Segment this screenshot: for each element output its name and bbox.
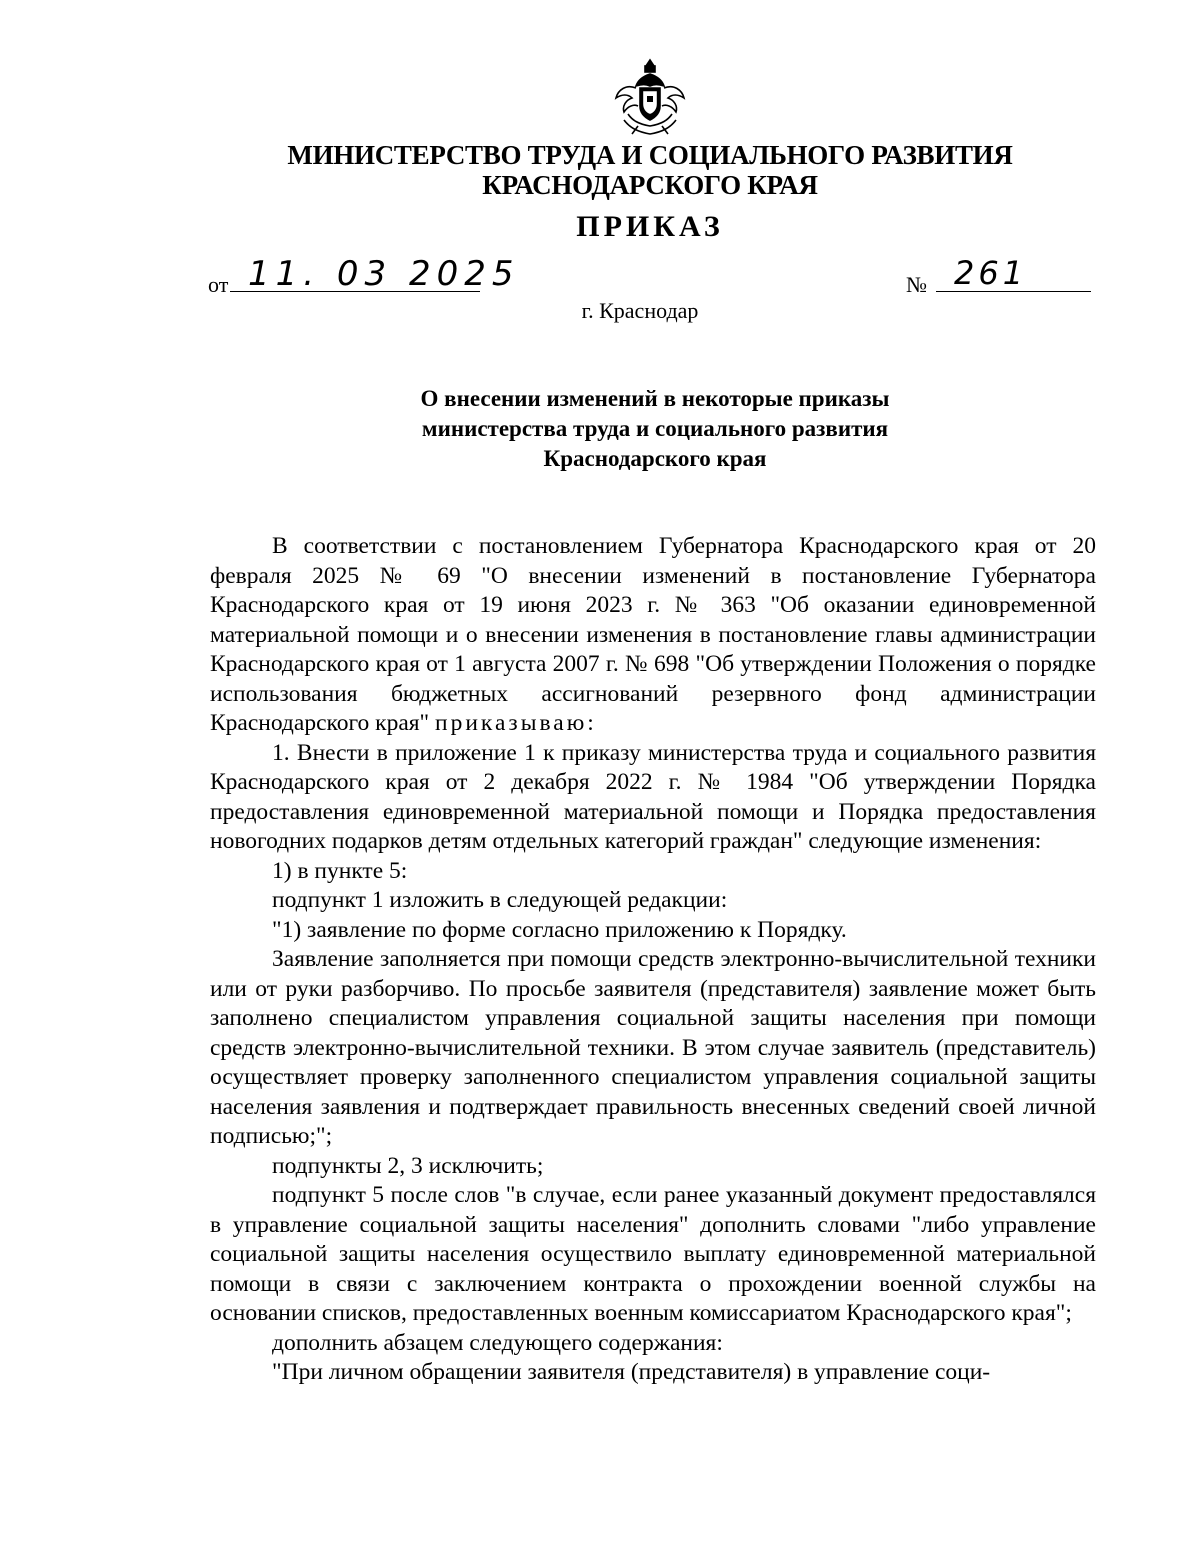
ministry-name-line2: КРАСНОДАРСКОГО КРАЯ — [482, 170, 818, 200]
ministry-name-line1: МИНИСТЕРСТВО ТРУДА И СОЦИАЛЬНОГО РАЗВИТИЯ — [287, 140, 1013, 170]
paragraph-exclude: подпункты 2, 3 исключить; — [272, 1152, 544, 1179]
number-underline — [936, 291, 1091, 292]
paragraph-item-1: 1. Внести в приложение 1 к приказу министерства труда и социального развития Краснодарского края от 2 декабря 2022 г. № 1984 "Об утверждении Порядка предоставления единовременной материальной помощи и Порядка предоставления новогодних подарков детям отдельных категорий граждан" следующие изменения: — [210, 739, 1096, 854]
subject-line3: Краснодарского края — [543, 446, 767, 471]
subject-line2: министерства труда и социального развития — [421, 416, 889, 441]
document-body — [210, 532, 1096, 1388]
date-underline — [230, 291, 480, 292]
paragraph-personal-request: "При личном обращении заявителя (представителя) в управление соци- — [272, 1359, 991, 1385]
order-word: приказываю: — [435, 710, 597, 736]
paragraph-point-5: 1) в пункте 5: — [272, 857, 408, 884]
number-prefix: № — [906, 272, 927, 297]
coat-of-arms-icon — [610, 58, 690, 136]
paragraph-application: Заявление заполняется при помощи средств электронно-вычислительной техники или от руки разборчиво. По просьбе заявителя (представителя) заявление может быть заполнено специалистом управления социальной защиты населения при помощи средств электронно-вычислительной техники. В этом случае заявитель (представитель) осуществляет проверку заполненного специалистом управления социальной защиты населения заявления и подтверждает правильность внесенных сведений своей личной подписью;"; — [210, 946, 1096, 1149]
paragraph-subpoint-5: подпункт 5 после слов "в случае, если ранее указанный документ предоставлялся в управление социальной защиты населения" дополнить словами "либо управление социальной защиты населения осуществило выплату единовременной материальной помощи в связи с заключением контракта о прохождении военной службы на основании списков, предоставленных военным комиссариатом Краснодарского края"; — [210, 1182, 1096, 1326]
preamble-text: В соответствии с постановлением Губернатора Краснодарского края от 20 февраля 2025 № 69 "О внесении изменений в постановление Губернатора Краснодарского края от 19 июня 2023 г. № 363 "Об оказании единовременной материальной помощи и о внесении изменения в постановление главы администрации Краснодарского края от 1 августа 2007 г. № 698 "Об утверждении Положения о порядке использования бюджетных ассигнований резервного фонд администрации Краснодарского края" — [210, 533, 1096, 736]
paragraph-quote-start: "1) заявление по форме согласно приложению к Порядку. — [272, 916, 847, 943]
document-type: ПРИКАЗ — [576, 210, 724, 243]
date-prefix: от — [208, 272, 229, 297]
city: г. Краснодар — [581, 298, 699, 323]
paragraph-preamble — [210, 532, 1096, 739]
paragraph-add-clause: дополнить абзацем следующего содержания: — [272, 1329, 723, 1356]
handwritten-date: 11. 03 2025 — [248, 254, 520, 294]
handwritten-number: 261 — [954, 254, 1028, 292]
ministry-name — [0, 140, 1200, 200]
subject-line1: О внесении изменений в некоторые приказы — [420, 386, 890, 411]
paragraph-subpoint-1: подпункт 1 изложить в следующей редакции: — [272, 887, 728, 913]
order-subject — [0, 384, 1200, 474]
